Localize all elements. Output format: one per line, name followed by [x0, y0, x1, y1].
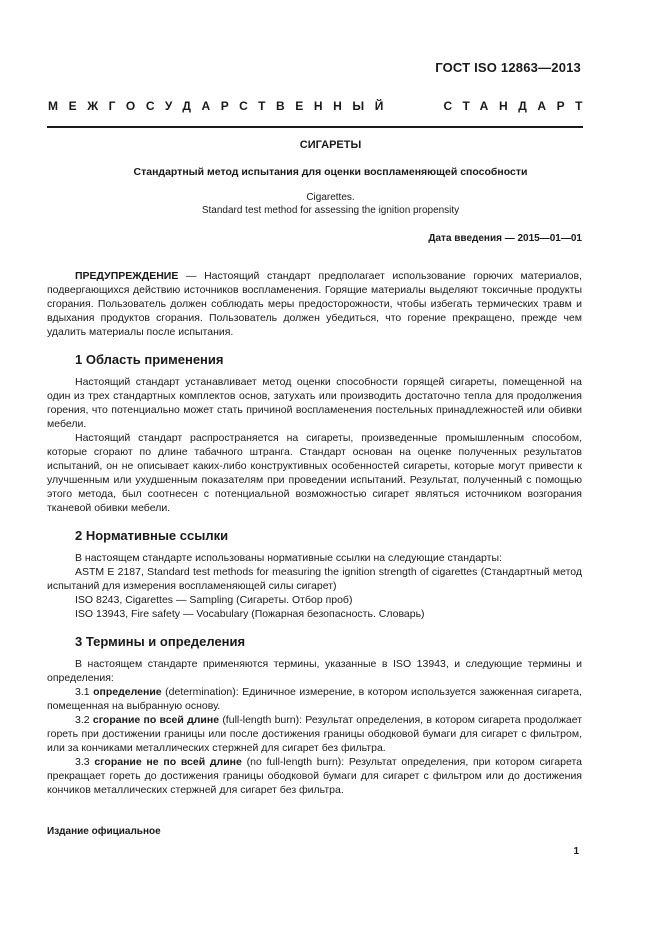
interstate-standard-banner — [48, 99, 593, 113]
document-title: СИГАРЕТЫ — [299, 139, 362, 151]
section-1-paragraph-2: Настоящий стандарт распространяется на сигареты, произведенные промышленным способом, которые сгорают по длине табачного штранга. Стандарт основан на оценке полученных результатов испытаний, он не описывает каких-либо конструктивных особенностей сигареты, которые могут привести к улучшенным или ухудшенным показателям при проведении испытаний. Результат, полученный с помощью этого метода, был соотнесен с потенциальной возможностью сигарет являться источником возгорания тканевой обивки мебели. — [47, 432, 582, 514]
document-code: ГОСТ ISO 12863—2013 — [435, 60, 581, 75]
document-subtitle: Стандартный метод испытания для оценки воспламеняющей способности — [133, 166, 528, 178]
warning-label: ПРЕДУПРЕЖДЕНИЕ — [75, 270, 179, 282]
term-name: сгорание не по всей длине — [94, 756, 242, 768]
term-number: 3.1 — [75, 686, 94, 698]
document-body — [47, 269, 582, 797]
warning-paragraph — [47, 269, 582, 339]
section-2-heading: 2 Нормативные ссылки — [75, 528, 229, 543]
term-name: определение — [93, 686, 162, 698]
section-2-intro: В настоящем стандарте использованы нормативные ссылки на следующие стандарты: — [75, 552, 502, 564]
section-1-heading: 1 Область применения — [75, 352, 224, 367]
reference-iso-13943: ISO 13943, Fire safety — Vocabulary (Пожарная безопасность. Словарь) — [75, 608, 425, 620]
standard-word: СТАНДАРТ — [443, 99, 593, 113]
term-definition: (no full-length burn): Результат определения, при котором сигарета прекращает гореть до достижения границы ободковой бумаги для сигарет с фильтром или до достижения кончиков металлических стержней для сигарет без фильтра. — [47, 756, 582, 796]
term-definition: (full-length burn): Результат определения, в котором сигарета продолжает гореть при достижении границы или после достижения границы ободковой бумаги для сигарет с фильтром, или за кончиками металлических стержней для сигарет без фильтра. — [47, 714, 583, 754]
term-definition: (determination): Единичное измерение, в котором используется зажженная сигарета, помещенная на выбранную основу. — [47, 686, 582, 712]
term-name: сгорание по всей длине — [92, 714, 220, 726]
term-3-2 — [47, 713, 582, 755]
term-3-3 — [47, 755, 582, 797]
interstate-word: МЕЖГОСУДАРСТВЕННЫЙ — [48, 99, 394, 113]
page-number: 1 — [573, 846, 579, 857]
term-number: 3.2 — [75, 714, 93, 726]
official-edition-note: Издание официальное — [47, 826, 161, 837]
reference-astm: ASTM E 2187, Standard test methods for measuring the ignition strength of cigarettes (Стандартный метод испытаний для измерения воспламеняющей силы сигарет) — [47, 566, 582, 592]
warning-text: — Настоящий стандарт предполагает использование горючих материалов, подвергающихся действию источников воспламенения. Горящие материалы выделяют токсичные продукты сгорания. Пользователь должен соблюдать меры предосторожности, чтобы избегать термических травм и вдыхания продуктов сгорания. Пользователь должен убедиться, что горение прекращено, прежде чем удалить материалы после испытания. — [47, 270, 582, 338]
term-number: 3.3 — [75, 756, 95, 768]
section-3-intro: В настоящем стандарте применяются термины, указанные в ISO 13943, и следующие термины и определения: — [47, 658, 582, 684]
english-title — [0, 191, 661, 217]
reference-iso-8243: ISO 8243, Cigarettes — Sampling (Сигареты. Отбор проб) — [75, 594, 353, 606]
section-3-heading: 3 Термины и определения — [75, 634, 246, 649]
introduction-date: Дата введения — 2015—01—01 — [428, 233, 582, 244]
term-3-1 — [47, 685, 582, 713]
section-1-paragraph-1: Настоящий стандарт устанавливает метод оценки способности горящей сигареты, помещенной на один из трех стандартных комплектов основ, затухать или производить достаточно тепла для продолжения горения, что потенциально может стать причиной воспламенения постельных принадлежностей или обивки мебели. — [47, 376, 582, 430]
header-divider — [47, 126, 583, 128]
english-title-line-1: Cigarettes. — [306, 192, 355, 203]
english-title-line-2: Standard test method for assessing the ignition propensity — [201, 205, 460, 216]
